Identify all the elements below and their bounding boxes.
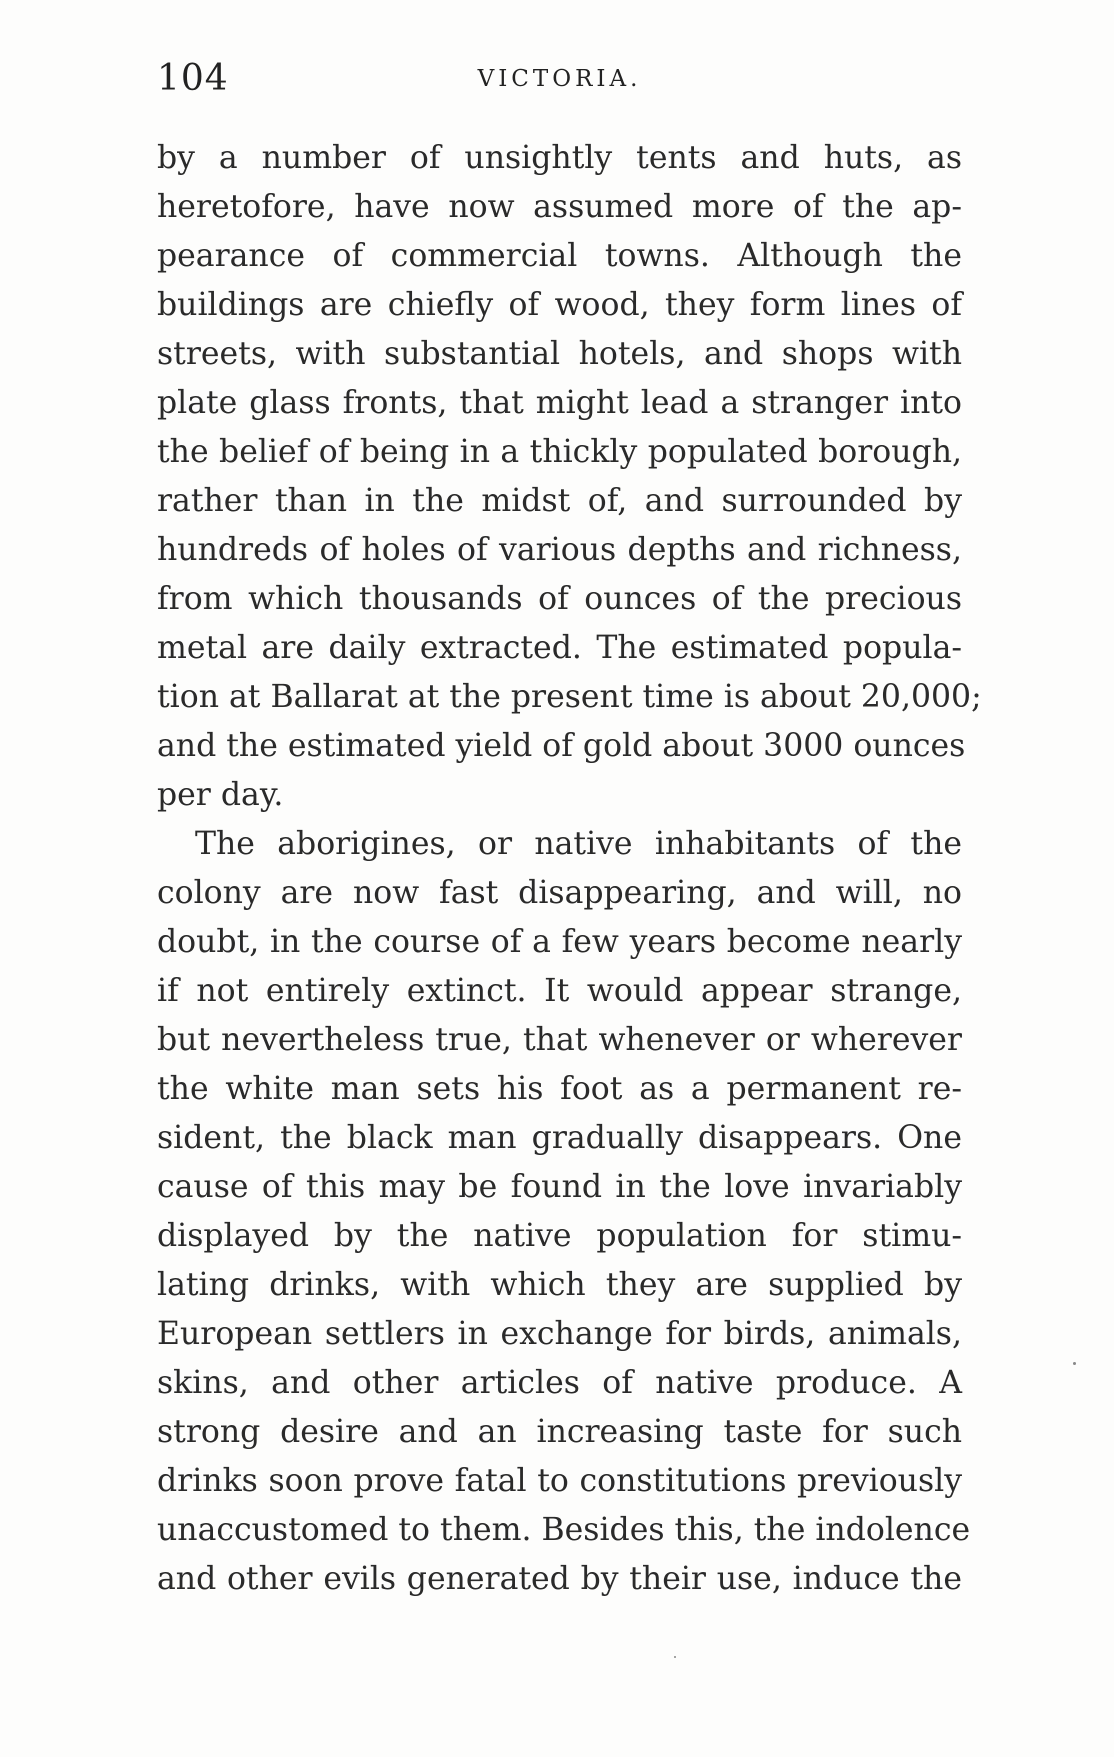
text-line: but nevertheless true, that whenever or wherever xyxy=(157,1022,962,1058)
text-line: heretofore, have now assumed more of the ap- xyxy=(157,189,962,225)
text-line: by a number of unsightly tents and huts, as xyxy=(157,140,962,176)
page-number: 104 xyxy=(157,58,229,99)
text-line: metal are daily extracted. The estimated popula- xyxy=(157,630,962,666)
running-head: VICTORIA. xyxy=(477,66,642,92)
text-line: rather than in the midst of, and surrounded by xyxy=(157,483,962,519)
speck-mark xyxy=(1073,1362,1076,1365)
text-line: hundreds of holes of various depths and richness, xyxy=(157,532,962,568)
text-line: from which thousands of ounces of the precious xyxy=(157,581,962,617)
text-line: unaccustomed to them. Besides this, the indolence xyxy=(157,1512,971,1548)
text-line: and the estimated yield of gold about 3000 ounces xyxy=(157,728,966,764)
body-text xyxy=(157,134,982,1604)
paragraph-2 xyxy=(157,820,971,1604)
text-line: plate glass fronts, that might lead a stranger into xyxy=(157,385,962,421)
text-line: sident, the black man gradually disappears. One xyxy=(157,1120,962,1156)
text-line: European settlers in exchange for birds, animals, xyxy=(157,1316,962,1352)
text-line: doubt, in the course of a few years become nearly xyxy=(157,924,962,960)
text-line: lating drinks, with which they are supplied by xyxy=(157,1267,962,1303)
text-line: buildings are chiefly of wood, they form lines of xyxy=(157,287,962,323)
text-line: pearance of commercial towns. Although the xyxy=(157,238,962,274)
speck-mark xyxy=(674,1656,676,1658)
paragraph-1 xyxy=(157,134,982,820)
text-line: the white man sets his foot as a permanent re- xyxy=(157,1071,962,1107)
text-line: the belief of being in a thickly populated borough, xyxy=(157,434,962,470)
text-line: skins, and other articles of native produce. A xyxy=(157,1365,962,1401)
text-line: displayed by the native population for stimu- xyxy=(157,1218,962,1254)
text-line: per day. xyxy=(157,777,284,813)
text-line: drinks soon prove fatal to constitutions previously xyxy=(157,1463,962,1499)
page-header xyxy=(157,58,962,108)
text-line: The aborigines, or native inhabitants of the xyxy=(195,826,962,862)
text-line: colony are now fast disappearing, and will, no xyxy=(157,875,962,911)
text-line: strong desire and an increasing taste for such xyxy=(157,1414,962,1450)
text-line: tion at Ballarat at the present time is about 20,000; xyxy=(157,679,982,715)
text-line: streets, with substantial hotels, and shops with xyxy=(157,336,962,372)
text-line: if not entirely extinct. It would appear strange, xyxy=(157,973,962,1009)
text-line: cause of this may be found in the love invariably xyxy=(157,1169,962,1205)
text-line: and other evils generated by their use, induce the xyxy=(157,1561,962,1597)
